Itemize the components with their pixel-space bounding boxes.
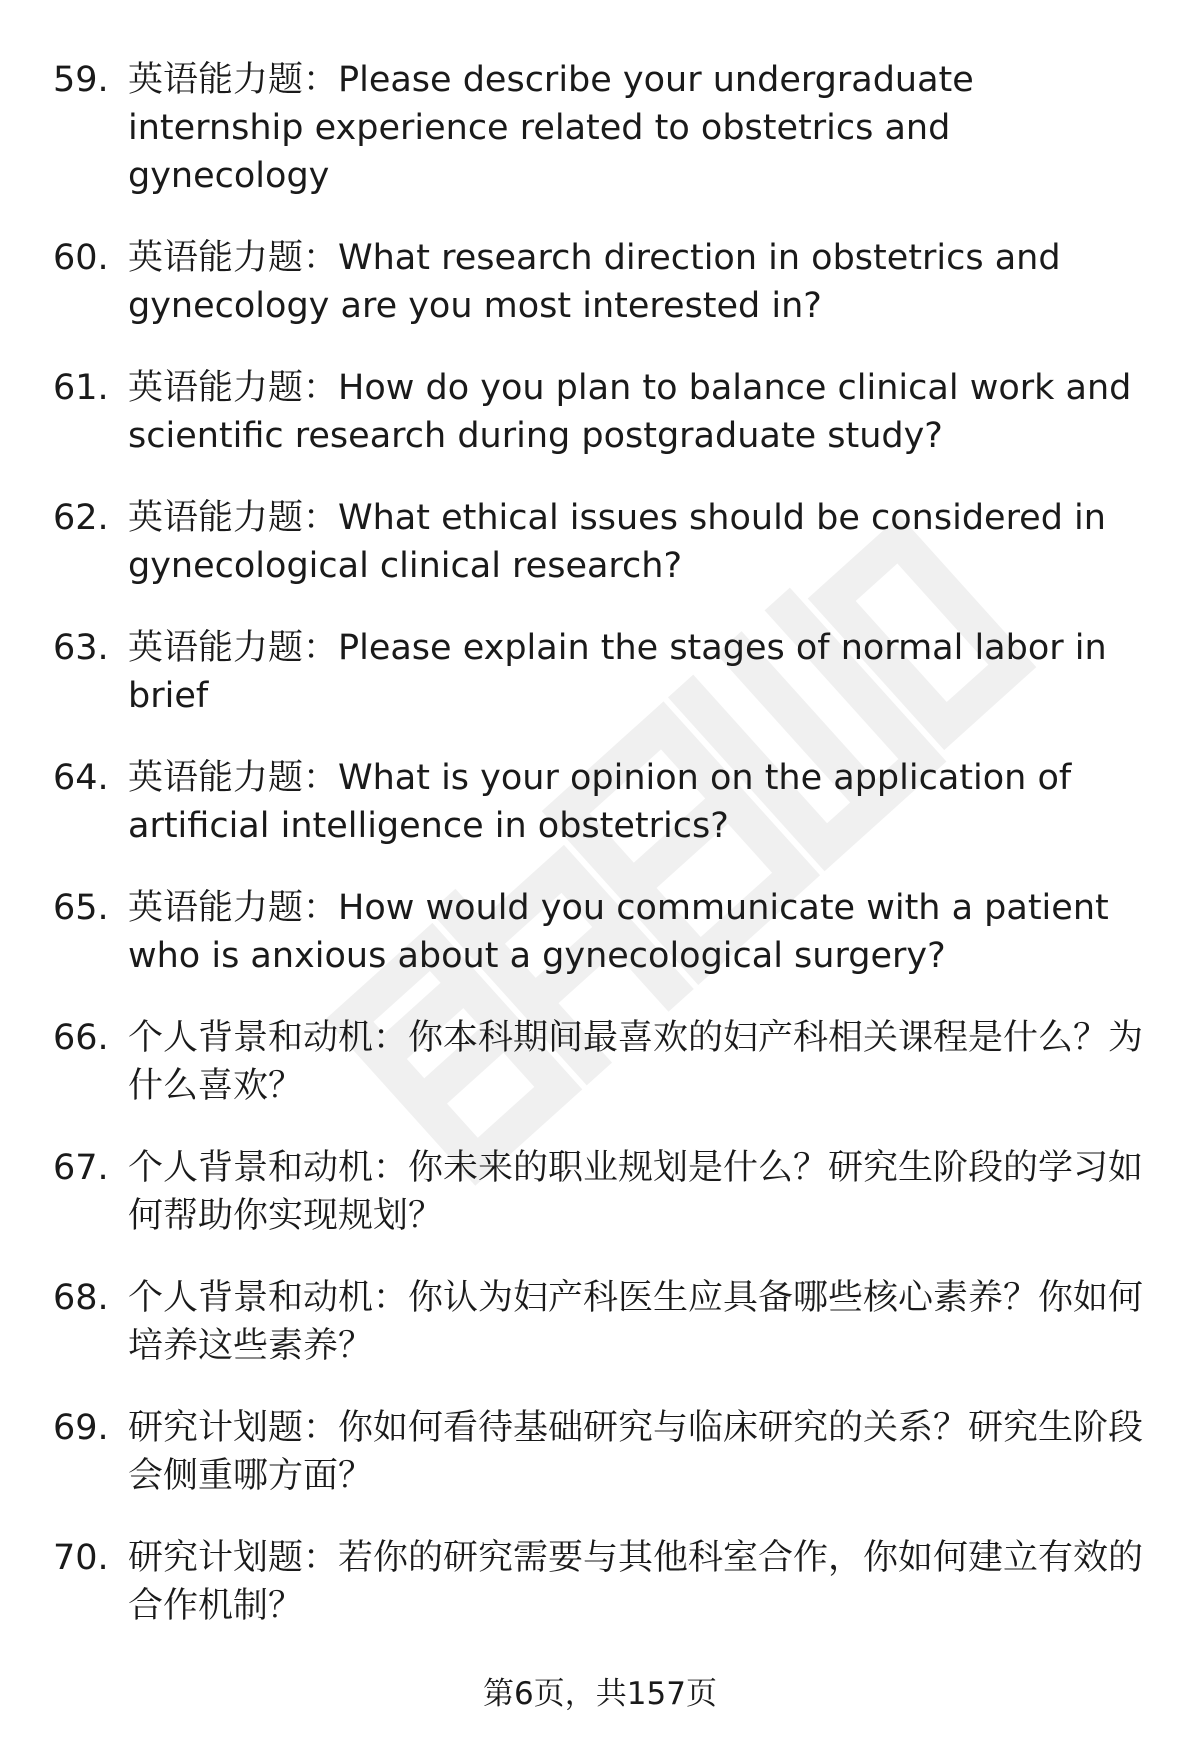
question-text: 研究计划题：若你的研究需要与其他科室合作，你如何建立有效的合作机制？ bbox=[128, 1538, 1144, 1626]
question-number: 64. bbox=[53, 758, 109, 798]
page-number-label: 第6页，共157页 bbox=[483, 1676, 717, 1712]
question-text: 个人背景和动机：你未来的职业规划是什么？研究生阶段的学习如何帮助你实现规划？ bbox=[128, 1148, 1144, 1236]
question-number: 66. bbox=[53, 1018, 109, 1058]
question-number: 69. bbox=[53, 1408, 109, 1448]
question-item bbox=[0, 754, 1200, 850]
question-item bbox=[0, 56, 1200, 200]
question-text: 英语能力题：What ethical issues should be considered in gynecological clinical research? bbox=[128, 498, 1106, 586]
question-text: 个人背景和动机：你本科期间最喜欢的妇产科相关课程是什么？为什么喜欢？ bbox=[128, 1018, 1144, 1106]
question-item bbox=[0, 1274, 1200, 1370]
question-text: 英语能力题：Please explain the stages of normal labor in brief bbox=[128, 628, 1107, 716]
question-number: 61. bbox=[53, 368, 109, 408]
question-text: 个人背景和动机：你认为妇产科医生应具备哪些核心素养？你如何培养这些素养？ bbox=[128, 1278, 1144, 1366]
question-list bbox=[0, 56, 1200, 1664]
question-item bbox=[0, 234, 1200, 330]
question-text: 英语能力题：How do you plan to balance clinical work and scientific research during postgraduate study? bbox=[128, 368, 1132, 456]
question-item bbox=[0, 364, 1200, 460]
question-text: 研究计划题：你如何看待基础研究与临床研究的关系？研究生阶段会侧重哪方面？ bbox=[128, 1408, 1144, 1496]
question-number: 59. bbox=[53, 60, 109, 100]
question-item bbox=[0, 494, 1200, 590]
question-item bbox=[0, 1144, 1200, 1240]
question-number: 68. bbox=[53, 1278, 109, 1318]
question-text: 英语能力题：What research direction in obstetrics and gynecology are you most interested in? bbox=[128, 238, 1061, 326]
question-item bbox=[0, 1014, 1200, 1110]
question-number: 70. bbox=[53, 1538, 109, 1578]
question-number: 60. bbox=[53, 238, 109, 278]
question-item bbox=[0, 1404, 1200, 1500]
question-number: 65. bbox=[53, 888, 109, 928]
question-item bbox=[0, 1534, 1200, 1630]
question-item bbox=[0, 624, 1200, 720]
question-item bbox=[0, 884, 1200, 980]
question-text: 英语能力题：How would you communicate with a patient who is anxious about a gynecological surgery? bbox=[128, 888, 1109, 976]
question-text: 英语能力题：What is your opinion on the application of artificial intelligence in obstetrics? bbox=[128, 758, 1072, 846]
question-number: 67. bbox=[53, 1148, 109, 1188]
question-number: 62. bbox=[53, 498, 109, 538]
question-number: 63. bbox=[53, 628, 109, 668]
question-text: 英语能力题：Please describe your undergraduate internship experience related to obstetrics and gynecology bbox=[128, 60, 974, 196]
page-footer bbox=[0, 1672, 1200, 1716]
